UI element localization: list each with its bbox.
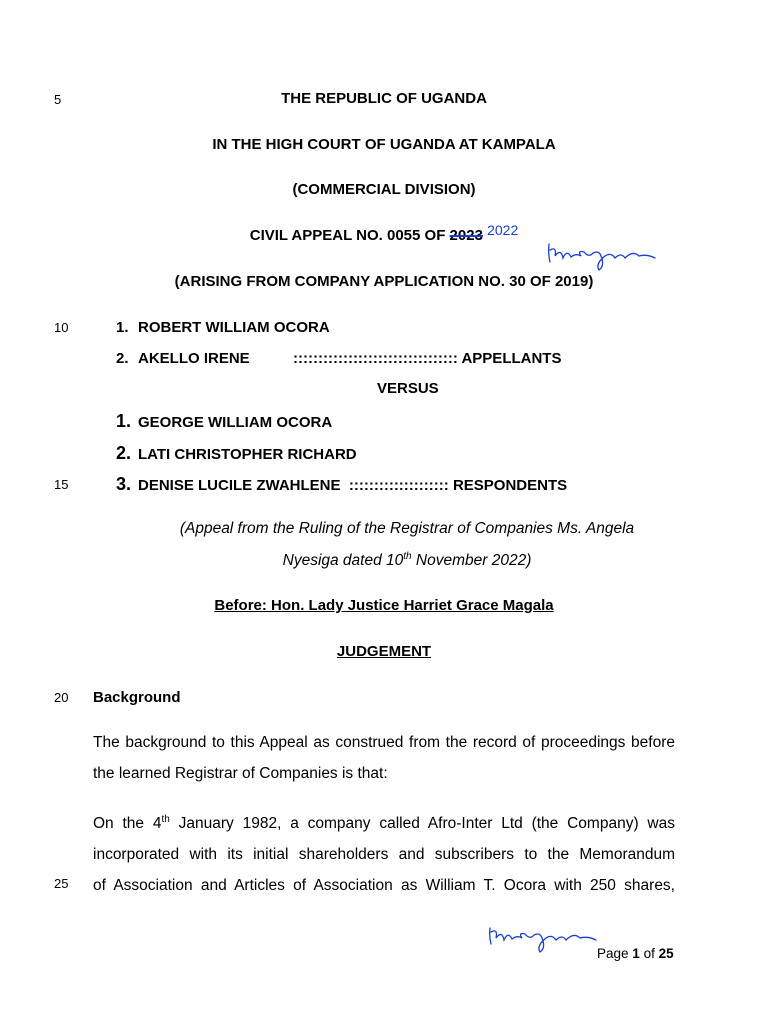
appeal-prefix: CIVIL APPEAL NO. 0055 OF: [249, 227, 446, 244]
appeal-from-line-2: Nyesiga dated 10th November 2022): [282, 551, 532, 570]
appellant-2: 2. AKELLO IRENE: [116, 350, 250, 367]
versus-label: VERSUS: [377, 380, 439, 397]
court-title: IN THE HIGH COURT OF UGANDA AT KAMPALA: [212, 136, 556, 153]
paragraph-line: of Association and Articles of Association as William T. Ocora with 250 shares,: [93, 877, 675, 895]
division-title: (COMMERCIAL DIVISION): [292, 181, 476, 198]
signature-initials-top: [543, 236, 663, 276]
appellants-label: ::::::::::::::::::::::::::::::::: APPELLANTS: [293, 350, 562, 367]
republic-title: THE REPUBLIC OF UGANDA: [281, 90, 487, 107]
line-number: 10: [54, 320, 69, 335]
appellant-1: 1. ROBERT WILLIAM OCORA: [116, 319, 330, 336]
paragraph-line: On the 4th January 1982, a company called Afro-Inter Ltd (the Company) was: [93, 814, 675, 833]
appeal-year-handwritten: 2022: [487, 222, 519, 238]
judgement-heading: JUDGEMENT: [336, 643, 432, 660]
signature-initials-footer: [486, 920, 606, 960]
line-number: 15: [54, 477, 69, 492]
appeal-from-line-1: (Appeal from the Ruling of the Registrar of Companies Ms. Angela: [179, 520, 635, 537]
paragraph-line: incorporated with its initial shareholders and subscribers to the Memorandum: [93, 846, 675, 864]
respondent-3: 3. DENISE LUCILE ZWAHLENE :::::::::::::::::::: RESPONDENTS: [116, 474, 568, 494]
appeal-year-struck: 2023: [449, 227, 483, 244]
respondent-1: 1. GEORGE WILLIAM OCORA: [116, 411, 333, 431]
line-number: 5: [54, 92, 62, 107]
background-heading: Background: [93, 689, 181, 706]
background-paragraph-1: The background to this Appeal as construed from the record of proceedings before the learned Registrar of Companies is that:: [93, 734, 675, 782]
arising-from: (ARISING FROM COMPANY APPLICATION NO. 30 OF 2019): [174, 273, 594, 290]
background-paragraph-2: [93, 804, 675, 901]
line-number: 20: [54, 690, 69, 705]
line-number: 25: [54, 876, 69, 891]
page-footer: Page 1 of 25: [597, 946, 674, 961]
before-judge: Before: Hon. Lady Justice Harriet Grace Magala: [214, 597, 554, 614]
respondent-2: 2. LATI CHRISTOPHER RICHARD: [116, 443, 357, 463]
